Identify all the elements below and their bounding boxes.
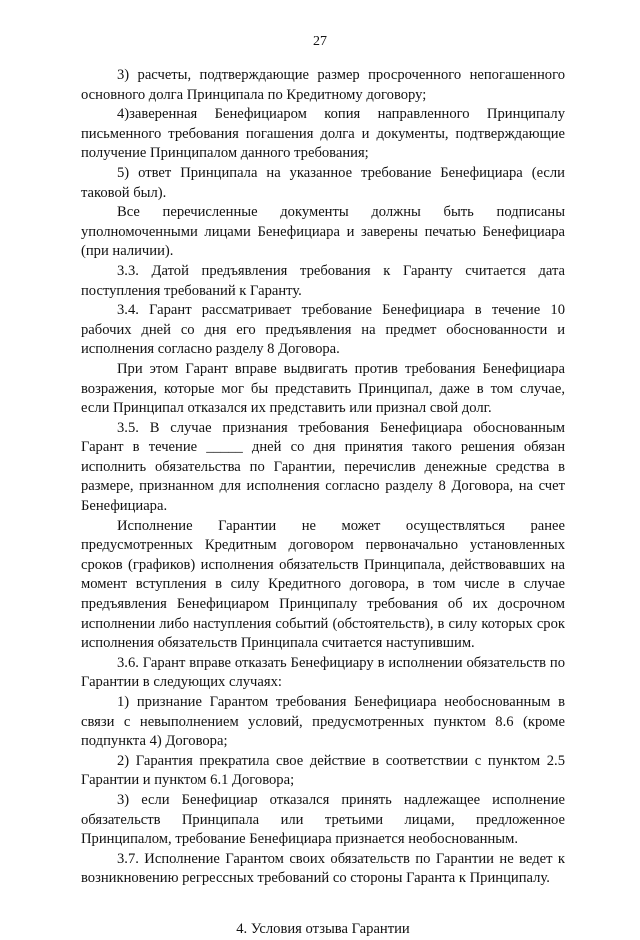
paragraph-signatures: Все перечисленные документы должны быть подписаны уполномоченными лицами Бенефициара и заверены печатью Бенефициара (при наличии). — [81, 204, 565, 260]
paragraph-item-4: 4)заверенная Бенефициаром копия направленного Принципалу письменного требования погашения долга и документы, подтверждающие получение Принципалом данного требования; — [81, 106, 565, 162]
paragraph-3-4: 3.4. Гарант рассматривает требование Бенефициара в течение 10 рабочих дней со дня его предъявления на предмет обоснованности и исполнения согласно разделу 8 Договора. — [81, 302, 565, 358]
document-body — [81, 66, 565, 940]
section-heading: 4. Условия отзыва Гарантии — [236, 920, 410, 937]
paragraph-refusal-3: 3) если Бенефициар отказался принять надлежащее исполнение обязательств Принципала или третьими лицами, предложенное Принципалом, требование Бенефициара признается необоснованным. — [81, 791, 565, 848]
paragraph-3-6: 3.6. Гарант вправе отказать Бенефициару в исполнении обязательств по Гарантии в следующих случаях: — [81, 654, 565, 691]
paragraph-objections: При этом Гарант вправе выдвигать против требования Бенефициара возражения, которые мог бы представить Принципал, даже в том случае, если Принципал отказался их представить или признал свой долг. — [81, 360, 565, 417]
paragraph-execution-terms: Исполнение Гарантии не может осуществляться ранее предусмотренных Кредитным договором первоначально установленных сроков (графиков) исполнения обязательств Принципала, действовавших на момент вступления в силу Кредитного договора, в том числе в случае предъявления Бенефициаром Принципалу требования об их досрочном исполнении либо наступления событий (обстоятельств), в силу которых срок исполнения обязательств Принципала считается наступившим. — [81, 517, 565, 652]
paragraph-3-3: 3.3. Датой предъявления требования к Гаранту считается дата поступления требований к Гаранту. — [81, 262, 565, 299]
page-number: 27 — [313, 34, 327, 49]
paragraph-refusal-2: 2) Гарантия прекратила свое действие в соответствии с пунктом 2.5 Гарантии и пунктом 6.1 Договора; — [81, 752, 565, 789]
paragraph-3-7: 3.7. Исполнение Гарантом своих обязательств по Гарантии не ведет к возникновению регрессных требований со стороны Гаранта к Принципалу. — [81, 850, 565, 887]
paragraph-refusal-1: 1) признание Гарантом требования Бенефициара необоснованным в связи с невыполнением условий, предусмотренных пунктом 8.6 (кроме подпункта 4) Договора; — [81, 694, 565, 750]
paragraph-item-3: 3) расчеты, подтверждающие размер просроченного непогашенного основного долга Принципала по Кредитному договору; — [81, 67, 565, 103]
paragraph-3-5: 3.5. В случае признания требования Бенефициара обоснованным Гарант в течение _____ дней со дня принятия такого решения обязан исполнить обязательства по Гарантии, перечислив денежные средства в размере, признанном для исполнения согласно разделу 8 Договора, на счет Бенефициара. — [81, 419, 565, 515]
paragraph-item-5: 5) ответ Принципала на указанное требование Бенефициара (если таковой был). — [81, 164, 565, 201]
